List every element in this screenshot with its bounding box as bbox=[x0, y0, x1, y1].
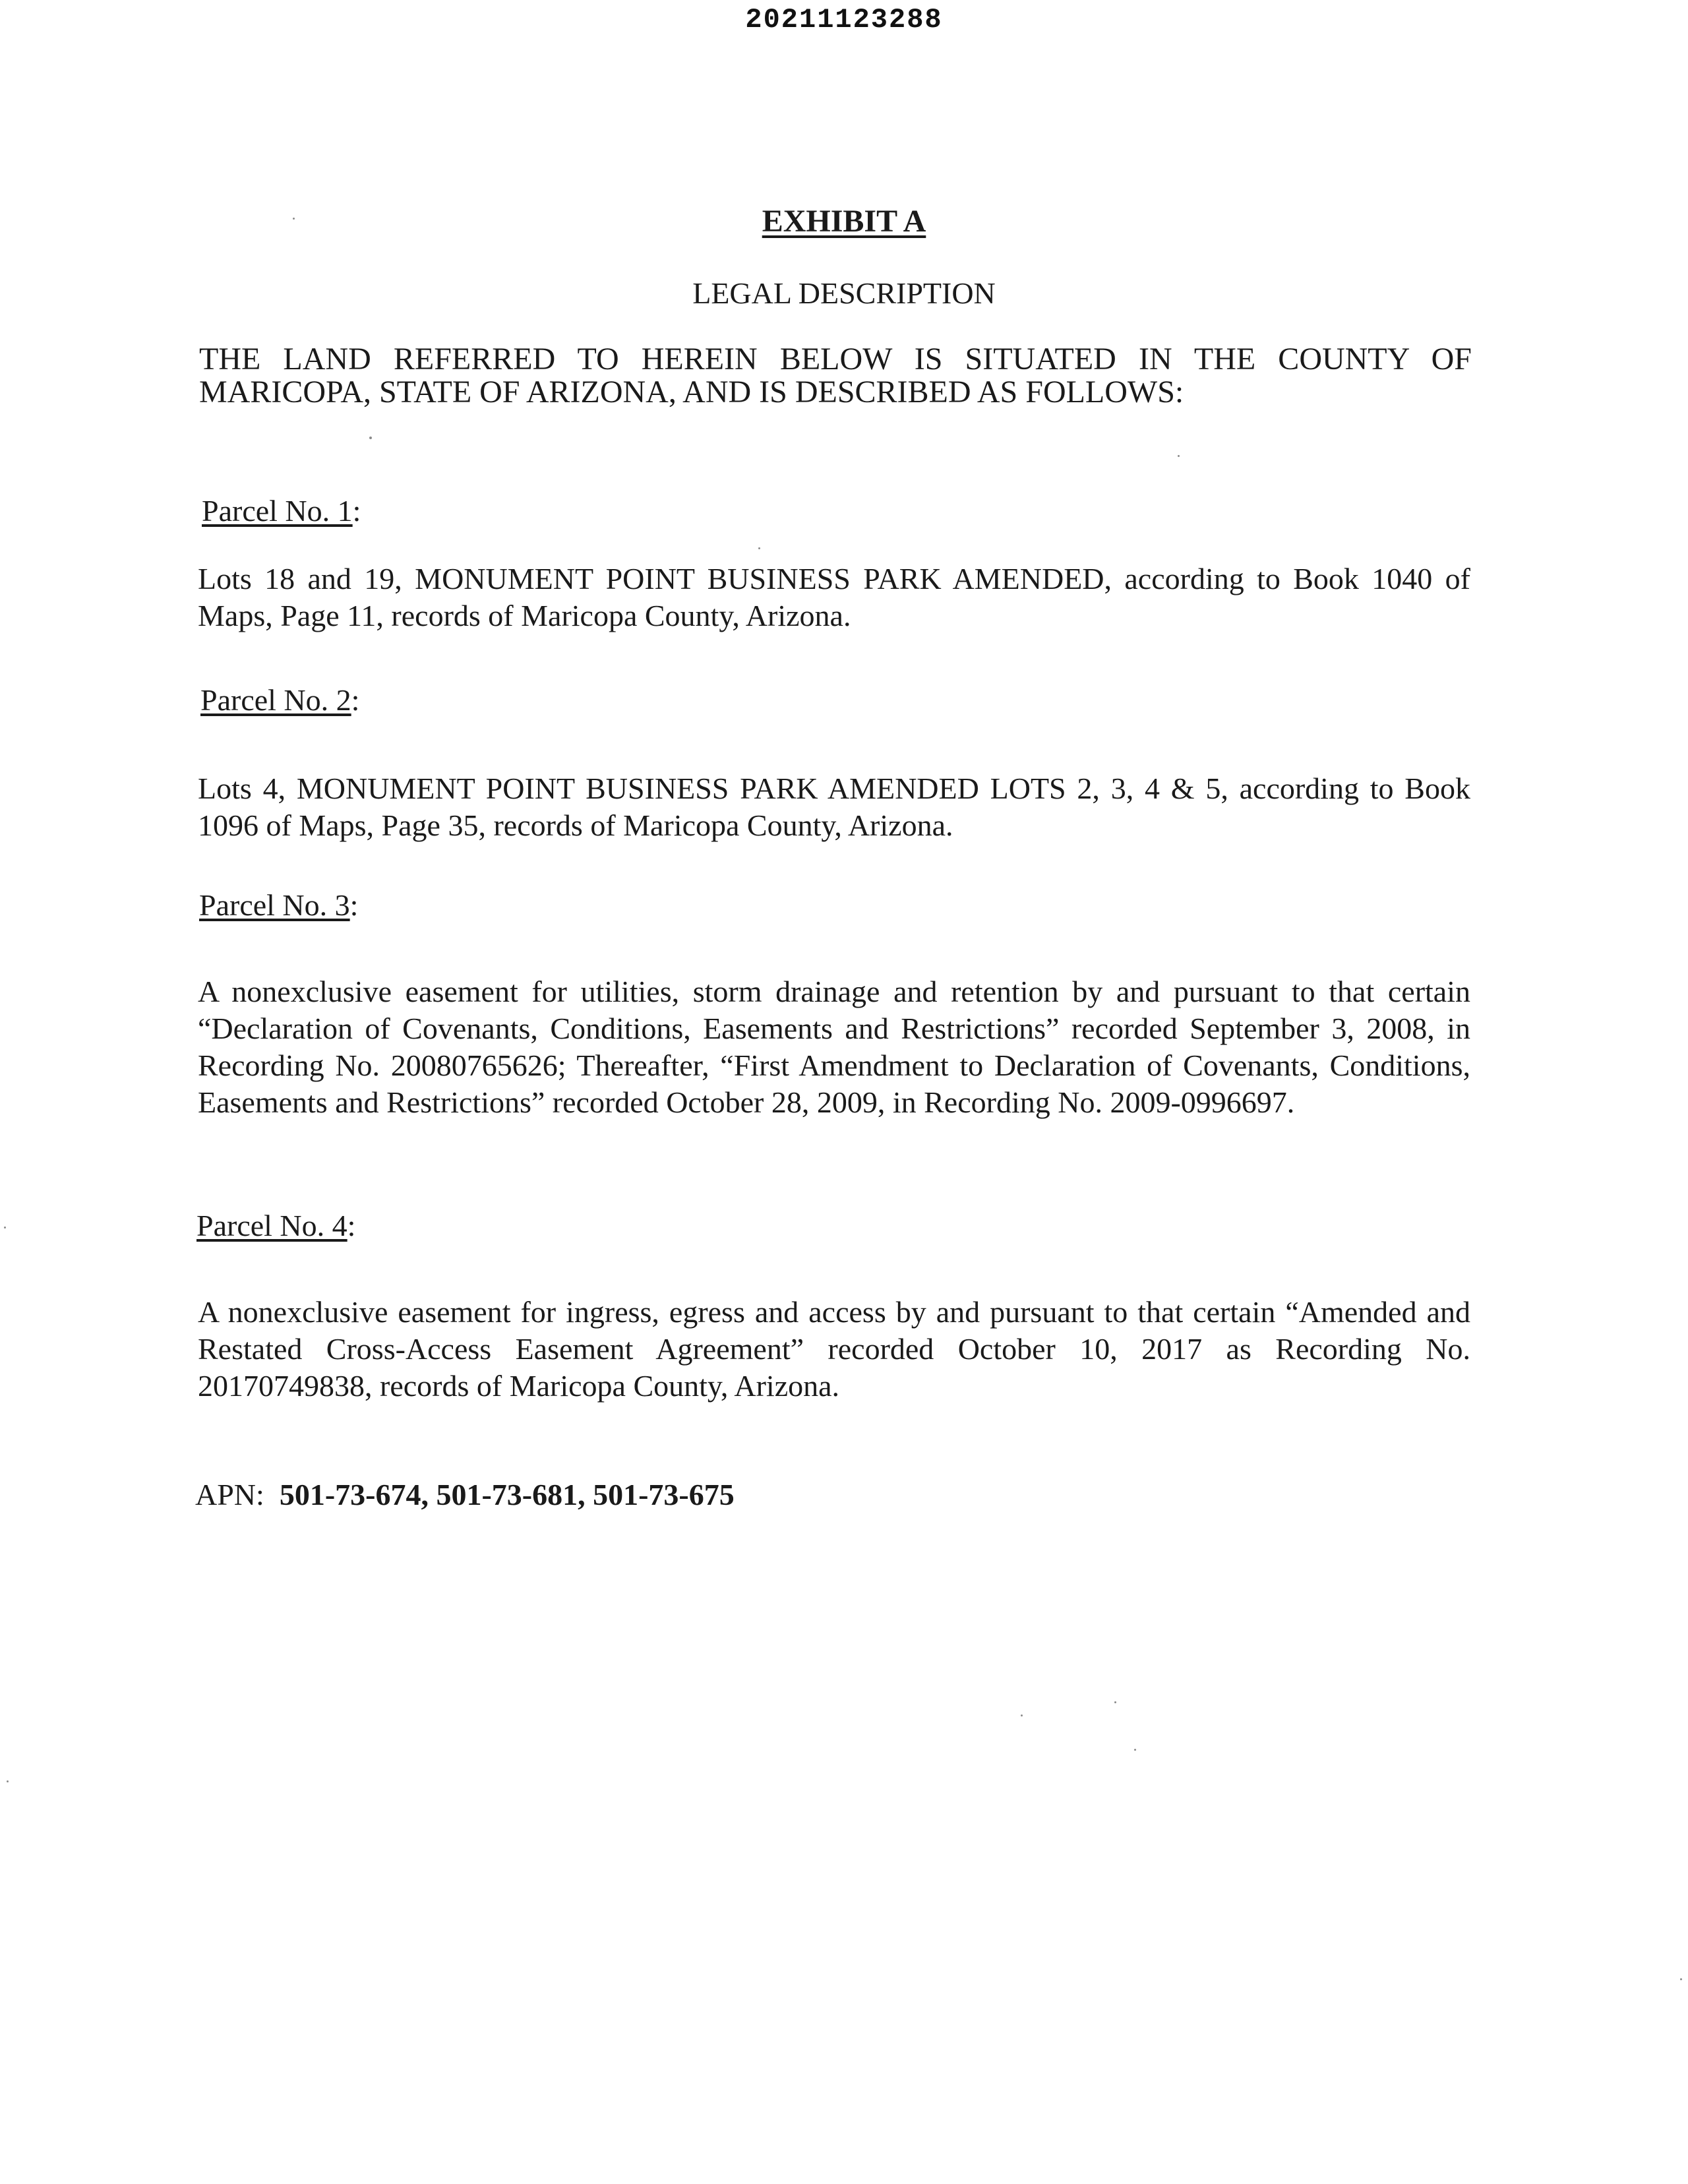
parcel-3-label-colon: : bbox=[349, 888, 359, 922]
scan-speck bbox=[758, 547, 760, 549]
parcel-2-label-colon: : bbox=[351, 683, 360, 717]
scan-speck bbox=[1021, 1714, 1023, 1716]
apn-line bbox=[195, 1477, 735, 1512]
scan-speck bbox=[1178, 455, 1180, 457]
parcel-2-label bbox=[200, 682, 359, 717]
parcel-3-label bbox=[199, 888, 358, 923]
scan-speck bbox=[7, 1780, 9, 1782]
apn-label: APN: bbox=[195, 1478, 264, 1511]
apn-values: 501-73-674, 501-73-681, 501-73-675 bbox=[279, 1478, 735, 1511]
parcel-4-label-colon: : bbox=[347, 1209, 356, 1242]
parcel-4-label-text: Parcel No. 4 bbox=[196, 1209, 347, 1242]
land-intro-paragraph: THE LAND REFERRED TO HEREIN BELOW IS SITUATED IN THE COUNTY OF MARICOPA, STATE OF ARIZONA, AND IS DESCRIBED AS FOLLOWS: bbox=[199, 342, 1472, 410]
parcel-3-label-text: Parcel No. 3 bbox=[199, 888, 350, 922]
legal-description-heading: LEGAL DESCRIPTION bbox=[692, 276, 996, 310]
parcel-4-description: A nonexclusive easement for ingress, egress and access by and pursuant to that certain “Amended and Restated Cross-Access Easement Agreement” recorded October 10, 2017 as Recording No. 20170749838, records of Maricopa County, Arizona. bbox=[198, 1295, 1470, 1403]
parcel-4-label bbox=[196, 1208, 355, 1243]
exhibit-title: EXHIBIT A bbox=[762, 204, 926, 239]
parcel-2-description: Lots 4, MONUMENT POINT BUSINESS PARK AMENDED LOTS 2, 3, 4 & 5, according to Book 1096 of Maps, Page 35, records of Maricopa County, Arizona. bbox=[198, 772, 1470, 842]
scan-speck bbox=[1134, 1749, 1136, 1751]
scan-speck bbox=[369, 437, 372, 439]
scan-speck bbox=[1680, 1978, 1682, 1980]
parcel-3-description: A nonexclusive easement for utilities, storm drainage and retention by and pursuant to that certain “Declaration of Covenants, Conditions, Easements and Restrictions” recorded September 3, 2008, in Recording No. 20080765626; Thereafter, “First Amendment to Declaration of Covenants, Conditions, Easements and Restrictions” recorded October 28, 2009, in Recording No. 2009-0996697. bbox=[198, 975, 1470, 1119]
scan-speck bbox=[4, 1227, 6, 1228]
scan-speck bbox=[293, 218, 295, 220]
parcel-1-description: Lots 18 and 19, MONUMENT POINT BUSINESS PARK AMENDED, according to Book 1040 of Maps, Page 11, records of Maricopa County, Arizona. bbox=[198, 562, 1470, 632]
parcel-1-label-colon: : bbox=[352, 494, 361, 528]
parcel-2-label-text: Parcel No. 2 bbox=[200, 683, 351, 717]
parcel-1-label bbox=[202, 493, 361, 528]
parcel-1-label-text: Parcel No. 1 bbox=[202, 494, 353, 528]
scan-speck bbox=[1114, 1701, 1116, 1703]
recording-number: 20211123288 bbox=[745, 4, 943, 36]
